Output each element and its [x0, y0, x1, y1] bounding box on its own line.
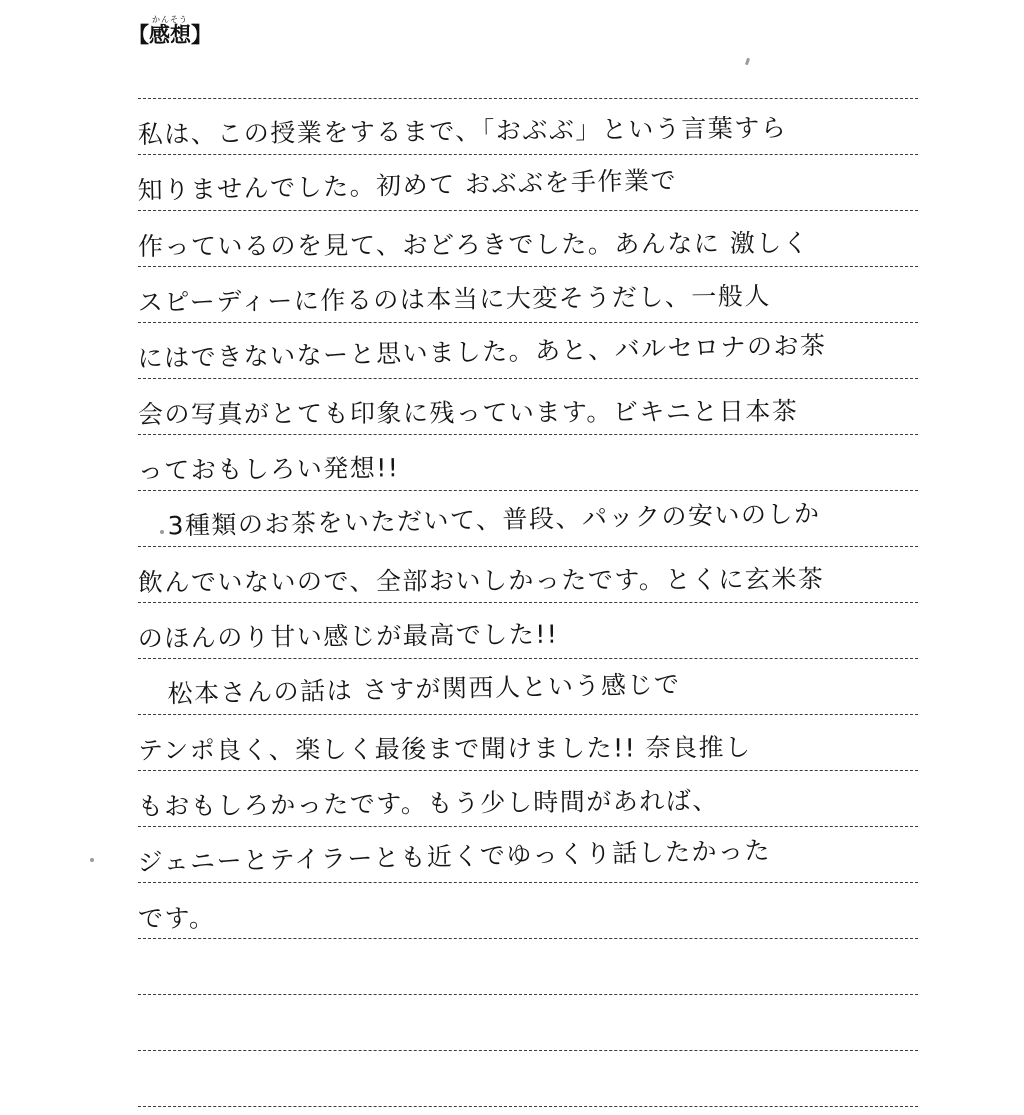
page-title	[128, 16, 212, 46]
handwritten-text: テンポ良く、楽しく最後まで聞けました!! 奈良推し	[137, 732, 752, 765]
handwritten-text: 作っているのを見て、おどろきでした。あんなに 激しく	[137, 228, 810, 261]
handwritten-text: っておもしろい発想!!	[137, 453, 400, 485]
stray-mark	[90, 858, 94, 862]
handwritten-text: もおもしろかったです。もう少し時間があれば、	[137, 785, 719, 821]
handwritten-line	[138, 266, 918, 322]
handwritten-line	[138, 882, 918, 938]
handwritten-line	[138, 546, 918, 602]
heading-ruby: かんそう	[152, 15, 188, 24]
handwritten-line	[138, 770, 918, 826]
handwritten-line	[138, 210, 918, 266]
handwritten-text: 知りませんでした。初めて おぶぶを手作業で	[137, 165, 678, 205]
heading-close-bracket: 】	[191, 23, 212, 47]
handwritten-line	[138, 826, 918, 882]
heading-ruby-group	[149, 16, 191, 46]
handwritten-line	[138, 98, 918, 154]
heading-text: 感想	[149, 23, 191, 47]
stray-mark	[745, 58, 750, 66]
handwritten-line	[138, 658, 918, 714]
handwritten-text: 3種類のお茶をいただいて、普段、パックの安いのしか	[167, 498, 821, 541]
handwritten-text: 私は、この授業をするまで、「おぶぶ」という言葉すら	[137, 112, 788, 149]
handwritten-text: にはできないなーと思いました。あと、バルセロナのお茶	[137, 330, 827, 373]
handwritten-line	[138, 434, 918, 490]
handwritten-text: 松本さんの話は さすが関西人という感じで	[167, 669, 681, 709]
handwritten-answer-sheet	[138, 98, 918, 1108]
heading-open-bracket: 【	[128, 23, 149, 47]
handwritten-line	[138, 602, 918, 658]
handwritten-line	[138, 154, 918, 210]
handwritten-line	[138, 322, 918, 378]
rule-line	[138, 1106, 918, 1107]
rule-line	[138, 994, 918, 995]
handwritten-text: のほんのり甘い感じが最高でした!!	[137, 619, 559, 653]
handwritten-line	[138, 490, 918, 546]
rule-line	[138, 938, 918, 939]
handwritten-text: スピーディーに作るのは本当に大変そうだし、一般人	[137, 281, 771, 317]
rule-line	[138, 1050, 918, 1051]
handwritten-text: 飲んでいないので、全部おいしかったです。とくに玄米茶	[137, 564, 825, 597]
handwritten-text: ジェニーとテイラーとも近くでゆっくり話したかった	[137, 835, 772, 877]
handwritten-line	[138, 714, 918, 770]
handwritten-text: です。	[137, 903, 216, 933]
handwritten-text: 会の写真がとても印象に残っています。ビキニと日本茶	[137, 396, 799, 429]
handwritten-line	[138, 378, 918, 434]
stray-mark	[160, 530, 164, 534]
